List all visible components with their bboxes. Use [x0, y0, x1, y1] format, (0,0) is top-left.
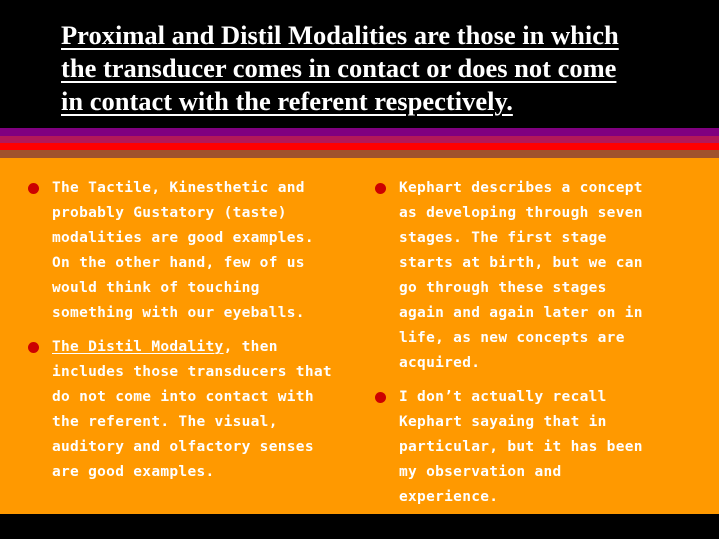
bullet-line: experience.	[399, 489, 499, 505]
stripe-purple	[0, 128, 719, 136]
bullet-dot-icon	[375, 392, 386, 403]
bullet-line	[52, 335, 348, 360]
bullet-text	[399, 385, 705, 510]
bullet-line: starts at birth, but we can	[399, 255, 643, 271]
stripe-red	[0, 143, 719, 150]
bullet-line: go through these stages	[399, 280, 607, 296]
bullet-line: stages. The first stage	[399, 230, 607, 246]
bullet-line: modalities are good examples.	[52, 230, 314, 246]
bullet-item	[28, 335, 348, 485]
title-area	[0, 0, 719, 128]
bullet-line: acquired.	[399, 355, 481, 371]
bullet-text	[399, 176, 705, 376]
bullet-dot-icon	[28, 183, 39, 194]
bullet-item	[375, 385, 705, 510]
bullet-line: do not come into contact with	[52, 389, 314, 405]
bullet-line: my observation and	[399, 464, 562, 480]
bullet-line: would think of touching	[52, 280, 260, 296]
bullet-line: On the other hand, few of us	[52, 255, 305, 271]
stripe-magenta	[0, 136, 719, 143]
bullet-line: Kephart describes a concept	[399, 180, 643, 196]
bullet-text	[52, 176, 348, 326]
left-column	[28, 176, 348, 494]
bullet-line: auditory and olfactory senses	[52, 439, 314, 455]
title-line: the transducer comes in contact or does not come	[61, 53, 617, 83]
stripe-brown	[0, 150, 719, 158]
bullet-line: the referent. The visual,	[52, 414, 278, 430]
bullet-line: as developing through seven	[399, 205, 643, 221]
bottom-bar	[0, 514, 719, 539]
bullet-line: Kephart sayaing that in	[399, 414, 607, 430]
slide-title	[61, 19, 701, 118]
bullet-item	[28, 176, 348, 326]
bullet-line: are good examples.	[52, 464, 215, 480]
bullet-line: something with our eyeballs.	[52, 305, 305, 321]
bullet-line: I don’t actually recall	[399, 389, 607, 405]
bullet-item	[375, 176, 705, 376]
bullet-line: The Tactile, Kinesthetic and	[52, 180, 305, 196]
right-column	[375, 176, 705, 519]
bullet-dot-icon	[375, 183, 386, 194]
bullet-line-rest: , then	[223, 339, 278, 355]
bullet-line: includes those transducers that	[52, 364, 332, 380]
bullet-line: again and again later on in	[399, 305, 643, 321]
bullet-dot-icon	[28, 342, 39, 353]
bullet-line: probably Gustatory (taste)	[52, 205, 287, 221]
content-area	[0, 158, 719, 514]
title-line: Proximal and Distil Modalities are those in which	[61, 20, 619, 50]
bullet-text	[52, 335, 348, 485]
distil-modality-term: The Distil Modality	[52, 339, 224, 355]
bullet-line: life, as new concepts are	[399, 330, 625, 346]
title-line: in contact with the referent respectively.	[61, 86, 513, 116]
bullet-line: particular, but it has been	[399, 439, 643, 455]
